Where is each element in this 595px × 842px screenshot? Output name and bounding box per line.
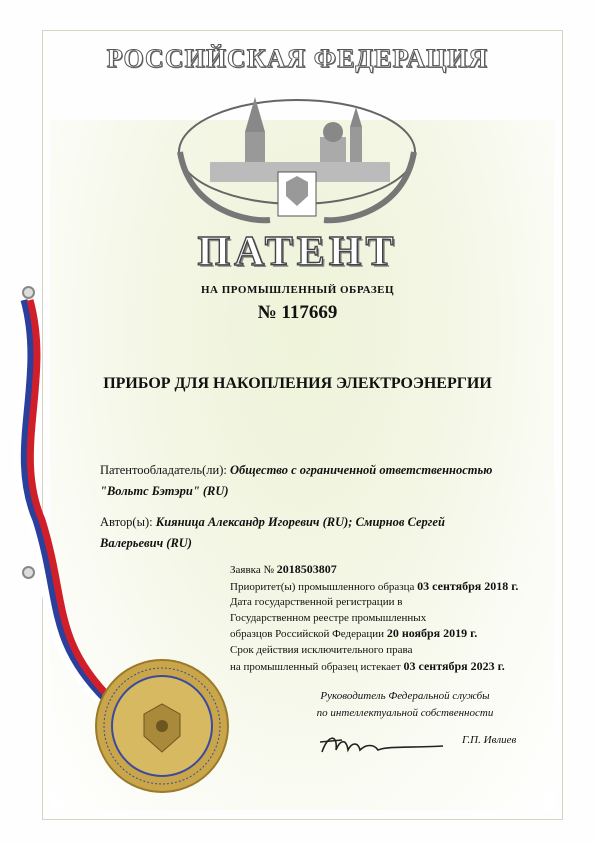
application-number: 2018503807 xyxy=(276,562,337,576)
handwritten-signature xyxy=(318,732,448,762)
authors-value-line2: Валерьевич (RU) xyxy=(100,536,192,550)
signatory-name: Г.П. Ивлиев xyxy=(462,734,517,746)
authors-field xyxy=(100,512,540,554)
signatory-position xyxy=(300,688,510,722)
priority-label: Приоритет(ы) промышленного образца xyxy=(230,580,415,593)
registration-date: 20 ноября 2019 г. xyxy=(386,626,478,641)
holder-field xyxy=(100,460,540,502)
registration-label-3: образцов Российской Федерации xyxy=(230,628,385,641)
authors-value-line1: Кияница Александр Игоревич (RU); Смирнов Сергей xyxy=(155,515,445,529)
patent-title: ПАТЕНТ xyxy=(197,229,398,275)
registration-label-2: Государственном реестре промышленных xyxy=(230,611,427,624)
holder-label: Патентообладатель(ли): xyxy=(100,463,227,477)
priority-date: 03 сентября 2018 г. xyxy=(417,578,519,593)
signatory-line-1: Руководитель Федеральной службы xyxy=(320,690,490,702)
patent-number: № 117669 xyxy=(257,302,338,323)
holder-value-line2: "Вольтс Бэтэри" (RU) xyxy=(100,484,229,498)
holder-value-line1: Общество с ограниченной ответственностью xyxy=(229,463,493,477)
validity-label-1: Срок действия исключительного права xyxy=(230,643,413,656)
binding-ring xyxy=(22,566,35,579)
country-title: РОССИЙСКАЯ ФЕДЕРАЦИЯ xyxy=(106,44,489,73)
validity-label-2: на промышленный образец истекает xyxy=(230,660,401,673)
patent-details xyxy=(230,562,560,675)
official-seal xyxy=(92,656,232,796)
signatory-line-2: по интеллектуальной собственности xyxy=(316,707,494,719)
patent-subtitle: НА ПРОМЫШЛЕННЫЙ ОБРАЗЕЦ xyxy=(200,284,395,296)
kremlin-emblem xyxy=(150,72,445,232)
validity-date: 03 сентября 2023 г. xyxy=(403,658,505,673)
invention-title: ПРИБОР ДЛЯ НАКОПЛЕНИЯ ЭЛЕКТРОЭНЕРГИИ xyxy=(103,375,492,392)
authors-label: Автор(ы): xyxy=(100,515,153,529)
registration-label-1: Дата государственной регистрации в xyxy=(230,596,403,609)
application-label: Заявка № xyxy=(230,564,274,576)
